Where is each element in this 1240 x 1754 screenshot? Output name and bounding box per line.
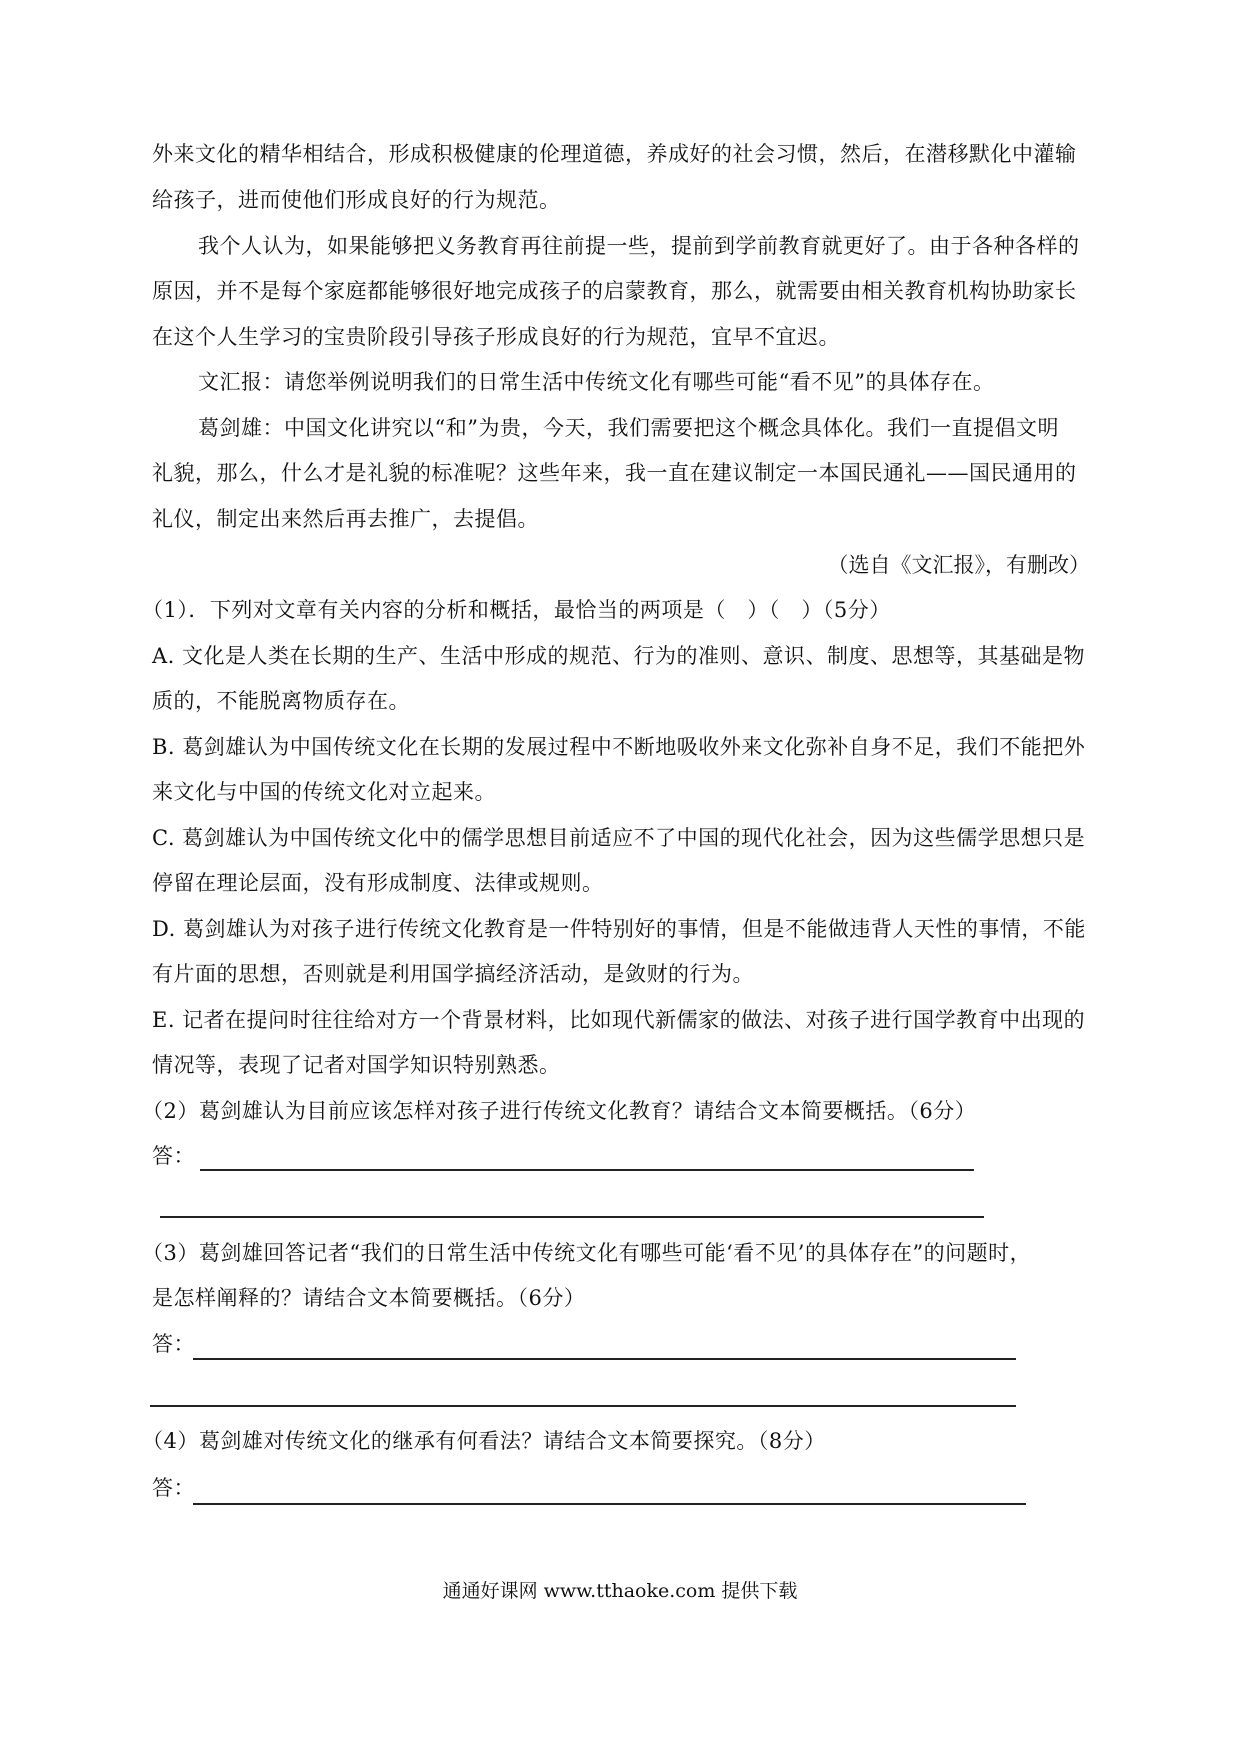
- question-3-stem-cont: 是怎样阐释的？请结合文本简要概括。（6分）: [152, 1286, 586, 1310]
- question-4-stem: （4）葛剑雄对传统文化的继承有何看法？请结合文本简要探究。（8分）: [142, 1429, 826, 1453]
- option-b: B. 葛剑雄认为中国传统文化在长期的发展过程中不断地吸收外来文化弥补自身不足，我们不能把外: [152, 735, 1086, 759]
- passage-line: 礼貌，那么，什么才是礼貌的标准呢？这些年来，我一直在建议制定一本国民通礼——国民通用的: [152, 461, 1077, 485]
- passage-line: 在这个人生学习的宝贵阶段引导孩子形成良好的行为规范，宜早不宜迟。: [152, 325, 840, 349]
- question-3-stem: （3）葛剑雄回答记者“我们的日常生活中传统文化有哪些可能‘看不见’的具体存在”的问题时，: [142, 1241, 1032, 1265]
- option-d: D. 葛剑雄认为对孩子进行传统文化教育是一件特别好的事情，但是不能做违背人天性的事情，不能: [152, 917, 1086, 941]
- question-2-stem: （2）葛剑雄认为目前应该怎样对孩子进行传统文化教育？请结合文本简要概括。（6分）: [142, 1099, 977, 1123]
- answer-line[interactable]: [193, 1358, 1016, 1360]
- option-a-cont: 质的，不能脱离物质存在。: [152, 689, 410, 713]
- reporter-question: 文汇报：请您举例说明我们的日常生活中传统文化有哪些可能“看不见”的具体存在。: [198, 370, 995, 394]
- answer-label: 答：: [152, 1144, 195, 1168]
- passage-line: 葛剑雄：中国文化讲究以“和”为贵，今天，我们需要把这个概念具体化。我们一直提倡文明: [198, 416, 1059, 440]
- option-d-cont: 有片面的思想，否则就是利用国学搞经济活动，是敛财的行为。: [152, 962, 754, 986]
- option-e: E. 记者在提问时往往给对方一个背景材料，比如现代新儒家的做法、对孩子进行国学教育中出现的: [152, 1008, 1086, 1032]
- answer-line[interactable]: [150, 1405, 1016, 1407]
- passage-line: 外来文化的精华相结合，形成积极健康的伦理道德，养成好的社会习惯，然后，在潜移默化中灌输: [152, 142, 1077, 166]
- answer-label: 答：: [152, 1476, 195, 1500]
- option-e-cont: 情况等，表现了记者对国学知识特别熟悉。: [152, 1053, 561, 1077]
- answer-line[interactable]: [193, 1503, 1026, 1505]
- question-1-stem: （1）．下列对文章有关内容的分析和概括，最恰当的两项是（ ）（ ）（5分）: [142, 598, 891, 622]
- passage-line: 我个人认为，如果能够把义务教育再往前提一些，提前到学前教育就更好了。由于各种各样的: [198, 234, 1080, 258]
- passage-line: 原因，并不是每个家庭都能够很好地完成孩子的启蒙教育，那么，就需要由相关教育机构协助家长: [152, 279, 1077, 303]
- footer-watermark: 通通好课网 www.tthaoke.com 提供下载: [442, 1580, 798, 1602]
- option-c-cont: 停留在理论层面，没有形成制度、法律或规则。: [152, 871, 604, 895]
- option-b-cont: 来文化与中国的传统文化对立起来。: [152, 780, 496, 804]
- passage-line: 礼仪，制定出来然后再去推广，去提倡。: [152, 507, 539, 531]
- option-a: A. 文化是人类在长期的生产、生活中形成的规范、行为的准则、意识、制度、思想等，其基础是物: [152, 644, 1086, 668]
- answer-line[interactable]: [200, 1169, 974, 1171]
- answer-line[interactable]: [160, 1216, 984, 1218]
- passage-line: 给孩子，进而使他们形成良好的行为规范。: [152, 188, 561, 212]
- answer-label: 答：: [152, 1332, 195, 1356]
- source-citation: （选自《文汇报》，有删改）: [827, 553, 1090, 577]
- option-c: C. 葛剑雄认为中国传统文化中的儒学思想目前适应不了中国的现代化社会，因为这些儒学思想只是: [152, 826, 1086, 850]
